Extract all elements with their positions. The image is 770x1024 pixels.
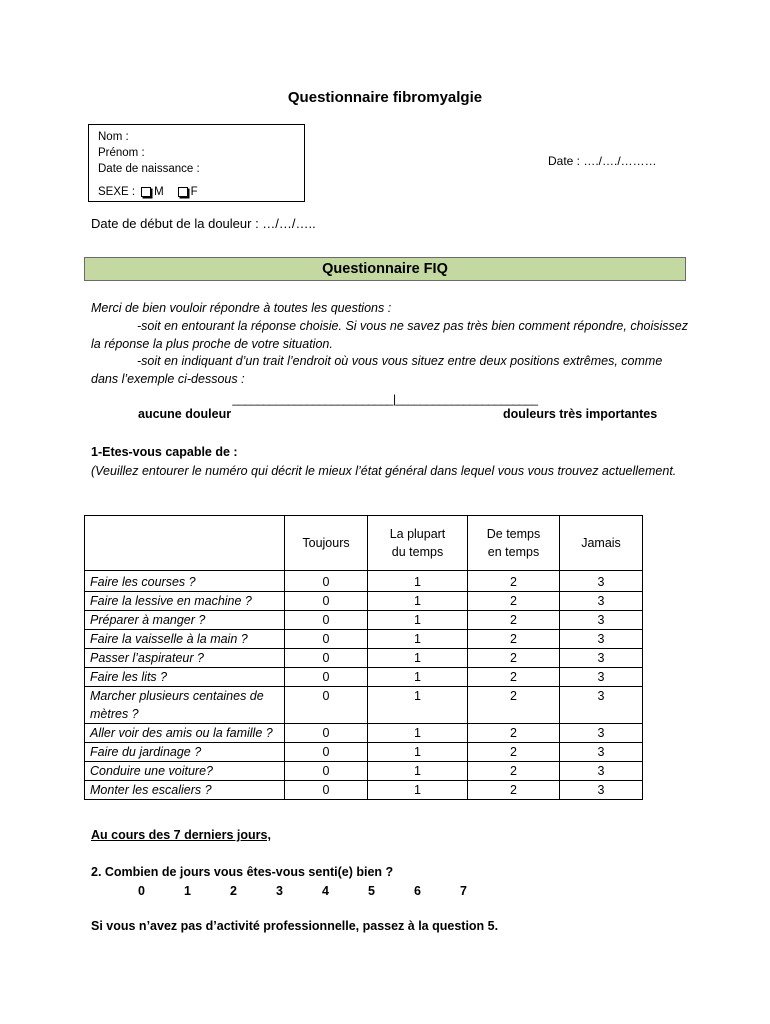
activity-label: Préparer à manger ? [85,611,285,630]
table-row [85,611,643,630]
answer-option[interactable]: 3 [560,743,643,762]
header-cell: Toujours [285,516,368,571]
answer-option[interactable]: 1 [368,743,468,762]
activity-label: Faire du jardinage ? [85,743,285,762]
table-row [85,762,643,781]
table-row [85,781,643,800]
prenom-field[interactable]: Prénom : [98,147,145,159]
table-row [85,571,643,592]
answer-option[interactable]: 3 [560,592,643,611]
nom-field[interactable]: Nom : [98,131,129,143]
instructions-para-2: -soit en indiquant d’un trait l’endroit où vous vous situez entre deux positions extrêmes, comme dans l’exemple ci-dessous : [91,354,663,387]
table-row [85,743,643,762]
day-option[interactable]: 7 [460,884,467,898]
birthdate-field[interactable]: Date de naissance : [98,163,200,175]
activity-label: Conduire une voiture? [85,762,285,781]
answer-option[interactable]: 0 [285,571,368,592]
answer-option[interactable]: 2 [468,781,560,800]
date-field[interactable]: Date : …./…./……… [548,154,657,168]
answer-option[interactable]: 1 [368,668,468,687]
header-cell: Jamais [560,516,643,571]
day-option[interactable]: 0 [138,884,145,898]
sexe-label: SEXE : [98,186,136,198]
answer-option[interactable]: 0 [285,668,368,687]
question-1-title: 1-Etes-vous capable de : [91,445,238,459]
answer-option[interactable]: 1 [368,571,468,592]
answer-option[interactable]: 1 [368,687,468,724]
instructions [91,300,691,389]
section-banner: Questionnaire FIQ [84,257,686,281]
answer-option[interactable]: 3 [560,611,643,630]
answer-option[interactable]: 2 [468,668,560,687]
activity-label: Faire les lits ? [85,668,285,687]
table-row [85,668,643,687]
days-options [138,884,506,898]
answer-option[interactable]: 2 [468,592,560,611]
day-option[interactable]: 5 [368,884,375,898]
activity-label: Faire la lessive en machine ? [85,592,285,611]
activity-label: Passer l’aspirateur ? [85,649,285,668]
answer-option[interactable]: 3 [560,668,643,687]
answer-option[interactable]: 2 [468,571,560,592]
identity-box [88,124,305,202]
answer-option[interactable]: 0 [285,724,368,743]
answer-option[interactable]: 1 [368,592,468,611]
scale-right-label: douleurs très importantes [503,407,658,421]
question-2-title: 2. Combien de jours vous êtes-vous senti(e) bien ? [91,865,394,879]
answer-option[interactable]: 3 [560,571,643,592]
answer-option[interactable]: 2 [468,724,560,743]
answer-option[interactable]: 1 [368,611,468,630]
answer-option[interactable]: 3 [560,762,643,781]
answer-option[interactable]: 1 [368,781,468,800]
checkbox-icon[interactable] [141,187,151,197]
table-row [85,592,643,611]
fiq-table [84,515,643,800]
answer-option[interactable]: 0 [285,611,368,630]
answer-option[interactable]: 0 [285,592,368,611]
page-title: Questionnaire fibromyalgie [287,89,483,106]
header-cell: De temps en temps [468,516,560,571]
day-option[interactable]: 6 [414,884,421,898]
answer-option[interactable]: 0 [285,743,368,762]
answer-option[interactable]: 0 [285,630,368,649]
table-header-row [85,516,643,571]
answer-option[interactable]: 0 [285,781,368,800]
activity-label: Aller voir des amis ou la famille ? [85,724,285,743]
day-option[interactable]: 2 [230,884,237,898]
instructions-line: Merci de bien vouloir répondre à toutes les questions : [91,301,392,315]
answer-option[interactable]: 1 [368,649,468,668]
answer-option[interactable]: 3 [560,649,643,668]
day-option[interactable]: 1 [184,884,191,898]
header-cell [85,516,285,571]
answer-option[interactable]: 2 [468,762,560,781]
table-row [85,649,643,668]
answer-option[interactable]: 2 [468,687,560,724]
answer-option[interactable]: 3 [560,724,643,743]
activity-label: Faire les courses ? [85,571,285,592]
table-row [85,687,643,724]
answer-option[interactable]: 1 [368,630,468,649]
answer-option[interactable]: 3 [560,630,643,649]
sexe-group [98,186,198,198]
answer-option[interactable]: 2 [468,611,560,630]
answer-option[interactable]: 3 [560,687,643,724]
answer-option[interactable]: 1 [368,724,468,743]
answer-option[interactable]: 2 [468,743,560,762]
example-scale-line: __________________________|_______________________ [232,392,538,406]
question-5-note: Si vous n’avez pas d’activité professionnelle, passez à la question 5. [91,919,499,933]
section-7-days: Au cours des 7 derniers jours, [91,828,271,842]
answer-option[interactable]: 0 [285,649,368,668]
day-option[interactable]: 3 [276,884,283,898]
answer-option[interactable]: 0 [285,687,368,724]
activity-label: Marcher plusieurs centaines de mètres ? [85,687,285,724]
activity-label: Monter les escaliers ? [85,781,285,800]
header-cell: La plupart du temps [368,516,468,571]
answer-option[interactable]: 3 [560,781,643,800]
pain-start-date[interactable]: Date de début de la douleur : …/…/….. [91,216,316,231]
activity-label: Faire la vaisselle à la main ? [85,630,285,649]
table-row [85,630,643,649]
instructions-para-1: -soit en entourant la réponse choisie. Si vous ne savez pas très bien comment répondre, choisissez la réponse la plus proche de votre situation. [91,318,688,351]
table-row [85,724,643,743]
day-option[interactable]: 4 [322,884,329,898]
sexe-f-option[interactable]: F [178,186,198,198]
answer-option[interactable]: 0 [285,762,368,781]
answer-option[interactable]: 1 [368,762,468,781]
question-1-note: (Veuillez entourer le numéro qui décrit le mieux l’état général dans lequel vous vous trouvez actuellement. [91,464,677,478]
scale-left-label: aucune douleur [138,407,232,421]
answer-option[interactable]: 2 [468,649,560,668]
answer-option[interactable]: 2 [468,630,560,649]
checkbox-icon[interactable] [178,187,188,197]
sexe-m-option[interactable]: M [141,186,164,198]
